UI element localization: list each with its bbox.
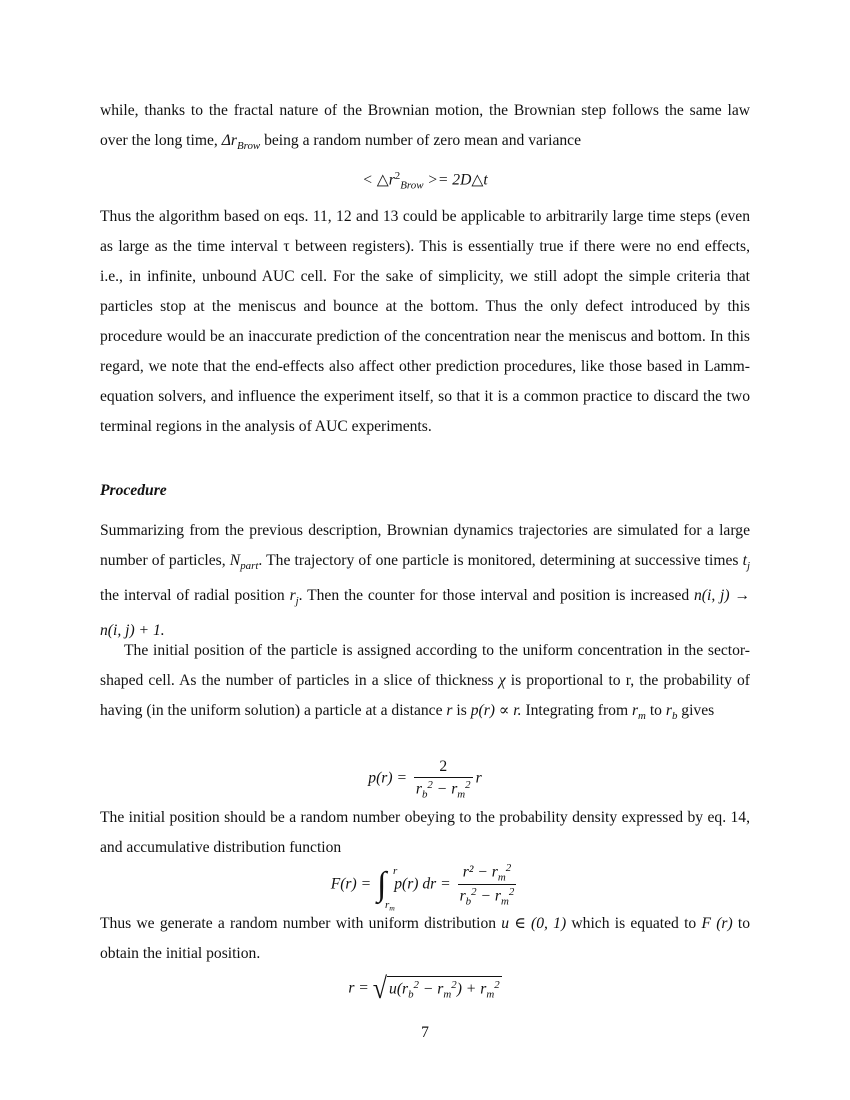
integral-upper-limit: r xyxy=(393,864,398,877)
eq-sup: 2 xyxy=(394,170,401,182)
denominator xyxy=(458,884,517,907)
paragraph-distribution: The initial position should be a random number obeying to the probability density expressed by eq. 14, and accumulative distribution function xyxy=(100,809,750,856)
eq-part: − r xyxy=(432,780,458,798)
equation-probability-density xyxy=(100,758,750,800)
function-symbol: F (r) xyxy=(701,915,733,932)
page-number: 7 xyxy=(421,1024,429,1041)
eq-sub: m xyxy=(486,988,495,1001)
eq-sup: 2 xyxy=(465,779,471,791)
integrand: p(r) dr = xyxy=(394,875,451,893)
integral-sign: ∫ r $r_m$ xyxy=(377,864,398,913)
eq-lhs: r = xyxy=(348,979,369,997)
counter-expression: n(i, j) → n(i, j) + 1. xyxy=(100,586,750,639)
symbol: r xyxy=(631,702,639,719)
numerator xyxy=(461,862,513,884)
subscript: part xyxy=(240,559,259,572)
numerator: 2 xyxy=(439,758,448,775)
eq-sup: 2 xyxy=(413,979,419,991)
text: to xyxy=(645,702,666,719)
eq-part: ) + r xyxy=(456,980,487,998)
equation-initial-position xyxy=(100,971,750,1006)
paragraph-random-number xyxy=(100,909,750,969)
eq-sub: Brow xyxy=(400,179,424,192)
text: which is equated to xyxy=(566,915,702,932)
text: the interval of radial position xyxy=(100,586,290,604)
eq-rhs: r xyxy=(475,769,482,787)
denominator xyxy=(414,777,473,800)
eq-part: r xyxy=(459,887,466,905)
eq-sub: m xyxy=(389,903,395,913)
symbol: r xyxy=(446,702,453,719)
subscript: Brow xyxy=(236,139,261,152)
eq-sub: b xyxy=(421,788,428,801)
text: is proportional to r, the probability of having (in the uniform solution) a particle at a distance xyxy=(100,672,751,719)
text: . Then the counter for those interval and position is increased xyxy=(298,586,694,604)
eq-part: r xyxy=(415,780,422,798)
text: Summarizing from the previous description, Brownian dynamics trajectories are simulated for a large number of particles, xyxy=(100,522,750,569)
equation-variance xyxy=(100,170,750,191)
eq-part: r² − r xyxy=(462,863,498,881)
symbol: r xyxy=(289,586,296,604)
eq-lhs: F(r) = xyxy=(330,875,372,893)
paragraph-algorithm: Thus the algorithm based on eqs. 11, 12 and 13 could be applicable to arbitrarily large time steps (even as large as the time interval τ between registers). This is essentially true if there were no end effects, i.e., in infinite, unbound AUC cell. For the sake of simplicity, we still adopt the simple criteria that particles stop at the meniscus and bounce at the bottom. Thus the only defect introduced by this procedure would be an inaccurate prediction of the concentration near the meniscus and bottom. In this regard, we note that the end-effects also affect other prediction procedures, like those based in Lamm-equation solvers, and influence the experiment itself, so that it is a common practice to discard the two terminal regions in the analysis of AUC experiments. xyxy=(100,208,750,435)
text: is xyxy=(452,702,471,719)
delta-r-symbol: Δr xyxy=(221,132,237,149)
text: while, thanks to the fractal nature of the Brownian motion, the Brownian step follows the same law over the long time, xyxy=(100,102,750,149)
equation-cumulative-distribution xyxy=(100,862,750,913)
proportional-expression: p(r) ∝ r. xyxy=(470,702,522,719)
paragraph-initial-position xyxy=(100,636,750,731)
eq-sup: 2 xyxy=(451,979,457,991)
square-root xyxy=(372,971,502,1006)
eq-sup: 2 xyxy=(508,886,515,899)
eq-sup: 2 xyxy=(505,862,512,874)
eq-sub: b xyxy=(465,895,472,908)
radicand xyxy=(387,976,502,1002)
fraction xyxy=(458,862,517,908)
uniform-variable: u ∈ (0, 1) xyxy=(501,915,567,932)
text: being a random number of zero mean and variance xyxy=(260,132,582,149)
paragraph-brownian-step xyxy=(100,96,750,161)
subscript: j xyxy=(746,559,750,572)
eq-part: − r xyxy=(418,980,444,998)
eq-part: − r xyxy=(476,887,501,905)
symbol: r xyxy=(665,702,672,719)
symbol: χ xyxy=(498,672,506,689)
paragraph-summarizing xyxy=(100,516,750,646)
subscript: j xyxy=(295,594,299,607)
eq-part: r xyxy=(385,898,390,911)
fraction xyxy=(414,758,473,800)
eq-sub: m xyxy=(500,895,509,908)
eq-sub: b xyxy=(408,988,414,1001)
text: gives xyxy=(677,702,715,719)
eq-part: >= 2D△t xyxy=(423,171,488,189)
eq-sub: m xyxy=(457,788,466,801)
section-heading-procedure: Procedure xyxy=(100,482,167,499)
radical-sign-icon: √ xyxy=(372,971,388,1006)
eq-sup: 2 xyxy=(471,886,477,899)
eq-part: < △r xyxy=(362,171,395,189)
eq-sub: m xyxy=(497,871,506,884)
subscript: m xyxy=(638,709,646,722)
eq-sup: 2 xyxy=(494,979,500,991)
text: The initial position of the particle is assigned according to the uniform concentration in the sector-shaped cell. As the number of particles in a slice of thickness xyxy=(100,642,750,689)
text: Thus we generate a random number with uniform distribution xyxy=(100,915,502,932)
text: Integrating from xyxy=(521,702,632,719)
text: . The trajectory of one particle is monitored, determining at successive times xyxy=(258,552,743,569)
eq-sup: 2 xyxy=(427,779,433,791)
eq-lhs: p(r) = xyxy=(368,769,407,787)
eq-sub: m xyxy=(443,988,452,1001)
subscript: b xyxy=(671,709,678,722)
eq-part: u(r xyxy=(389,980,409,998)
symbol: t xyxy=(742,552,747,569)
text: to obtain the initial position. xyxy=(100,915,751,962)
symbol: N xyxy=(229,552,241,569)
